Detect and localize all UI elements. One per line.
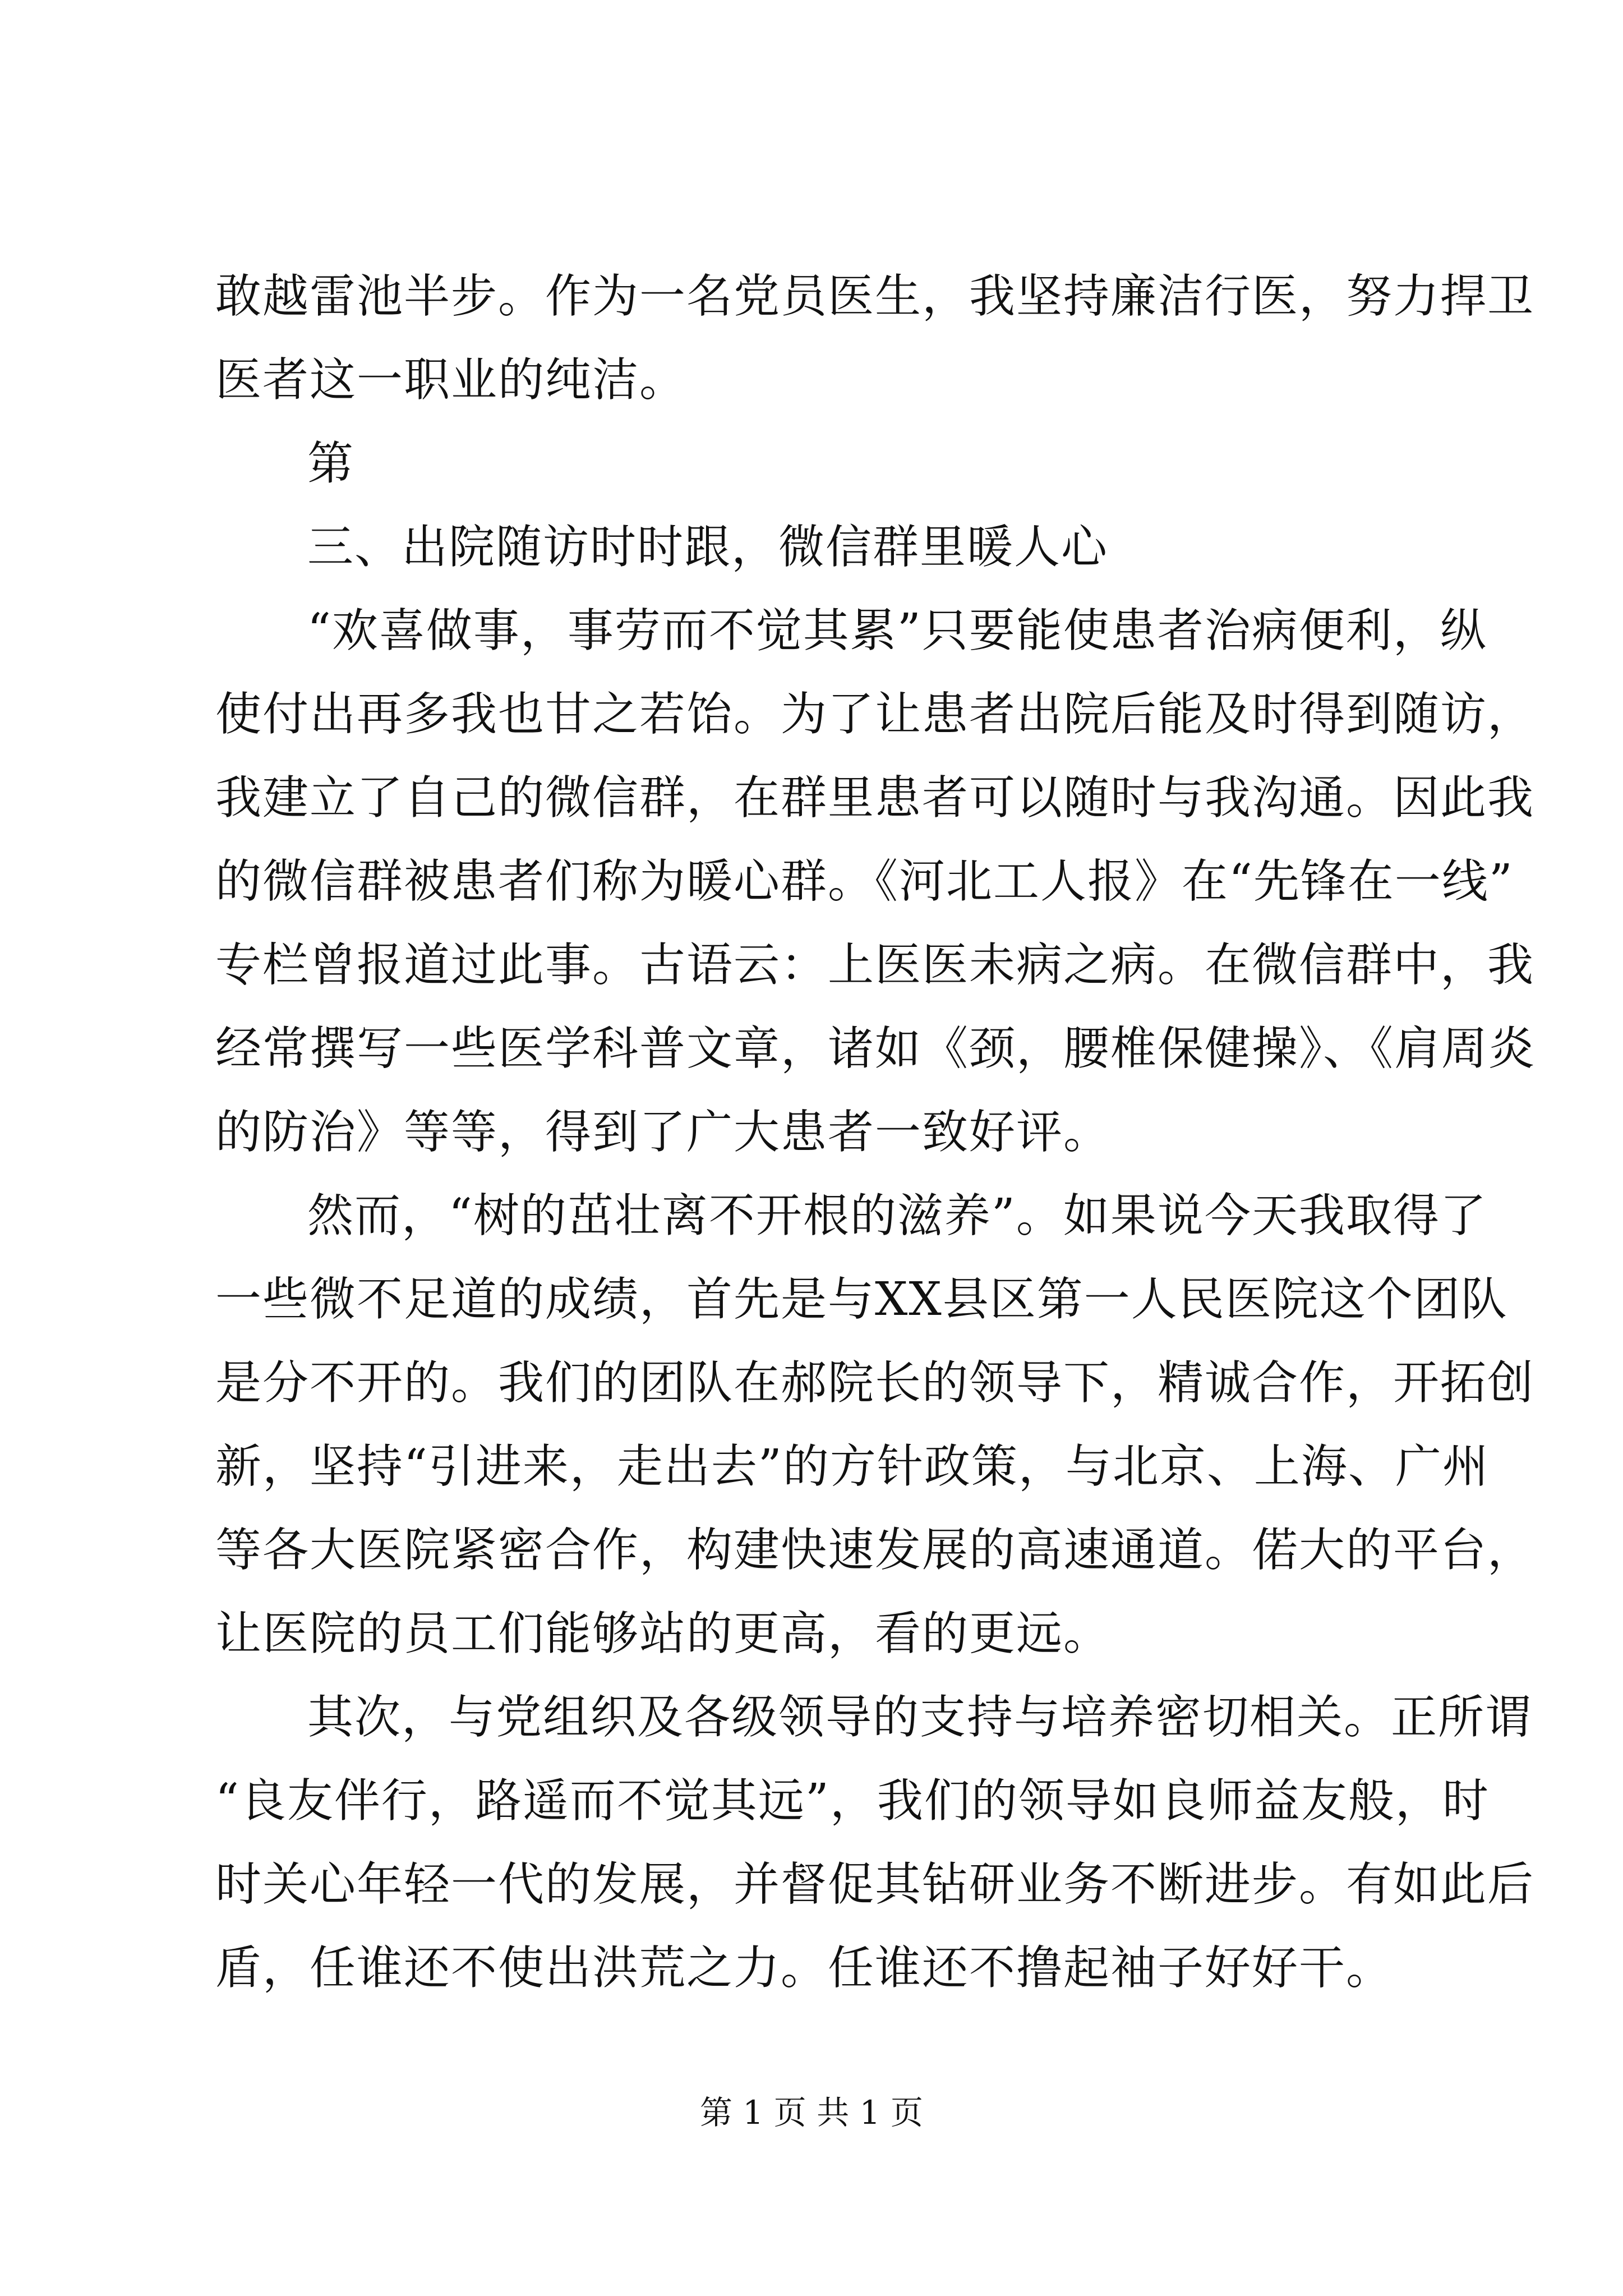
text-line: 是分不开的。我们的团队在郝院长的领导下，精诚合作，开拓创 [215, 1356, 1535, 1410]
text-line: 经常撰写一些医学科普文章，诸如《颈，腰椎保健操》、《肩周炎 [215, 1022, 1536, 1075]
document-body [215, 255, 1536, 2010]
text-line: 使付出再多我也甘之若饴。为了让患者出院后能及时得到随访， [215, 688, 1535, 741]
text-line: “欢喜做事，事劳而不觉其累”只要能使患者治病便利，纵 [307, 604, 1487, 657]
text-line: “良友伴行，路遥而不觉其远”，我们的领导如良师益友般，时 [215, 1774, 1490, 1828]
text-line: 敢越雷池半步。作为一名党员医生，我坚持廉洁行医，努力捍卫 [215, 270, 1535, 323]
section-heading: 三、出院随访时时跟，微信群里暖人心 [307, 521, 1109, 574]
text-line: 新，坚持“引进来，走出去”的方针政策，与北京、上海、广州 [215, 1440, 1490, 1493]
page-number: 第 1 页 共 1 页 [700, 2093, 923, 2132]
text-line: 第 [307, 437, 355, 490]
text-line: 等各大医院紧密合作，构建快速发展的高速通道。偌大的平台， [215, 1524, 1535, 1577]
text-line: 的微信群被患者们称为暖心群。《河北工人报》在“先锋在一线” [215, 855, 1514, 908]
text-line: 其次，与党组织及各级领导的支持与培养密切相关。正所谓 [307, 1691, 1533, 1744]
text-line: 一些微不足道的成绩，首先是与XX县区第一人民医院这个团队 [215, 1273, 1508, 1326]
text-line: 盾，任谁还不使出洪荒之力。任谁还不撸起袖子好好干。 [215, 1941, 1394, 1995]
text-line: 专栏曾报道过此事。古语云：上医医未病之病。在微信群中，我 [215, 938, 1535, 992]
text-line: 然而，“树的茁壮离不开根的滋养”。如果说今天我取得了 [307, 1189, 1487, 1243]
text-line: 我建立了自己的微信群，在群里患者可以随时与我沟通。因此我 [215, 771, 1535, 825]
text-line: 医者这一职业的纯洁。 [215, 353, 687, 407]
text-line: 的防治》等等，得到了广大患者一致好评。 [215, 1106, 1111, 1159]
text-line: 时关心年轻一代的发展，并督促其钻研业务不断进步。有如此后 [215, 1858, 1535, 1911]
text-line: 让医院的员工们能够站的更高，看的更远。 [215, 1607, 1111, 1660]
